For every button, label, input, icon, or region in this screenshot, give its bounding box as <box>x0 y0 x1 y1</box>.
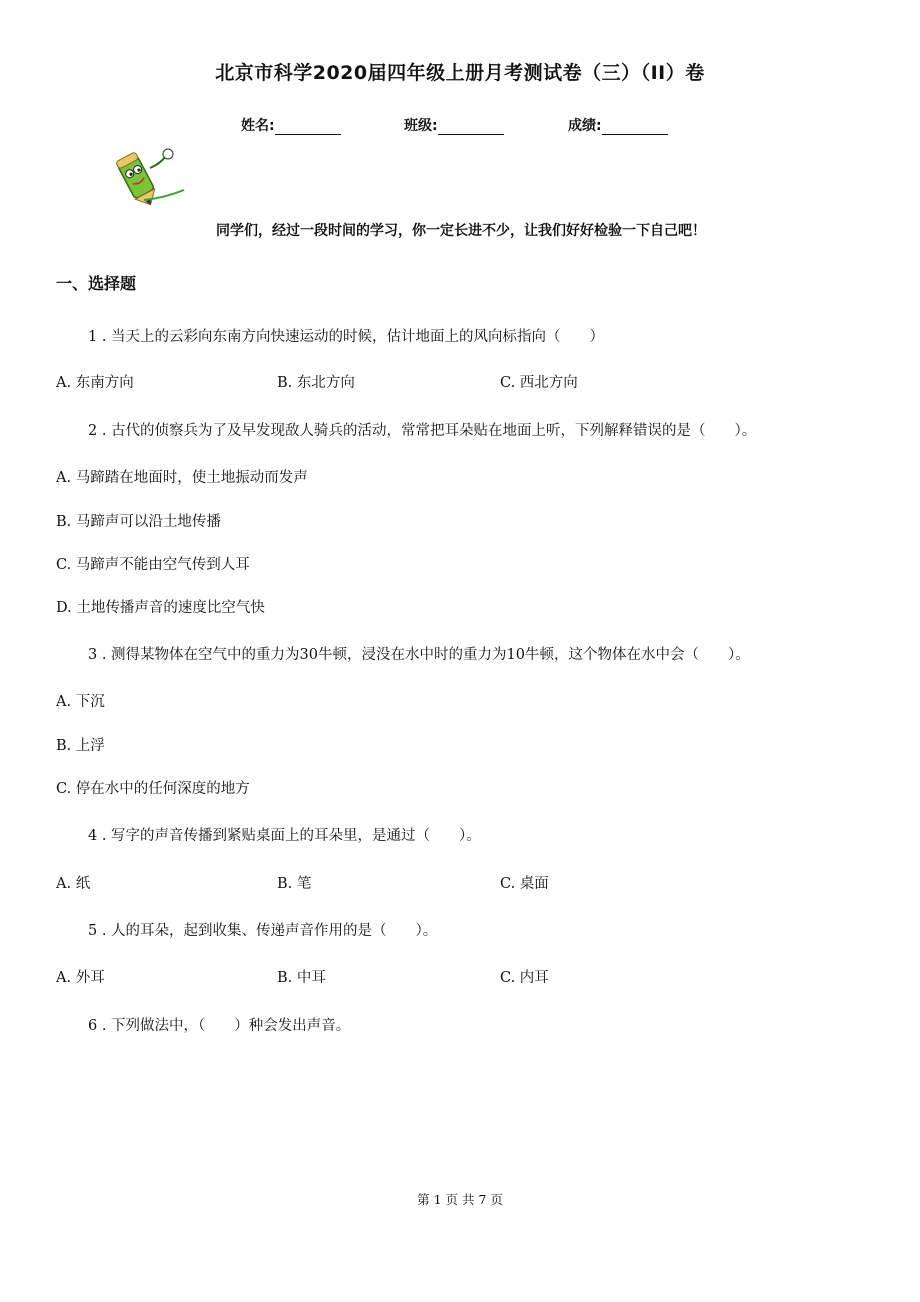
q1-option-c[interactable]: C. 西北方向 <box>500 375 578 391</box>
class-field <box>404 115 504 135</box>
q2-option-d[interactable]: D. 土地传播声音的速度比空气快 <box>56 600 265 616</box>
question-1: 1 . 当天上的云彩向东南方向快速运动的时候，估计地面上的风向标指向（ ） <box>88 329 605 345</box>
q4-option-c[interactable]: C. 桌面 <box>500 876 549 892</box>
q4-option-b[interactable]: B. 笔 <box>277 876 312 892</box>
section-heading: 一、选择题 <box>56 274 137 293</box>
score-field <box>568 115 668 135</box>
question-3: 3 . 测得某物体在空气中的重力为30牛顿，浸没在水中时的重力为10牛顿，这个物体在水中会（ ）。 <box>88 647 750 663</box>
q5-option-b[interactable]: B. 中耳 <box>277 970 326 986</box>
name-field <box>241 115 341 135</box>
q3-option-b[interactable]: B. 上浮 <box>56 738 105 754</box>
name-blank[interactable] <box>275 118 341 135</box>
q1-option-b[interactable]: B. 东北方向 <box>277 375 355 391</box>
score-label: 成绩: <box>568 118 602 134</box>
q3-option-a[interactable]: A. 下沉 <box>56 694 105 710</box>
q4-option-a[interactable]: A. 纸 <box>56 876 91 892</box>
q2-option-b[interactable]: B. 马蹄声可以沿土地传播 <box>56 514 221 530</box>
question-4: 4 . 写字的声音传播到紧贴桌面上的耳朵里，是通过（ ）。 <box>88 828 481 844</box>
greeting-text: 同学们，经过一段时间的学习，你一定长进不少，让我们好好检验一下自己吧！ <box>216 223 706 239</box>
q1-option-a[interactable]: A. 东南方向 <box>56 375 134 391</box>
q5-option-a[interactable]: A. 外耳 <box>56 970 105 986</box>
q5-option-c[interactable]: C. 内耳 <box>500 970 549 986</box>
q3-option-c[interactable]: C. 停在水中的任何深度的地方 <box>56 781 250 797</box>
page-footer: 第 1 页 共 7 页 <box>417 1192 503 1207</box>
score-blank[interactable] <box>602 118 668 135</box>
q2-option-c[interactable]: C. 马蹄声不能由空气传到人耳 <box>56 557 250 573</box>
question-6: 6 . 下列做法中，（ ）种会发出声音。 <box>88 1018 351 1034</box>
exam-title: 北京市科学2020届四年级上册月考测试卷（三）（II）卷 <box>215 62 705 84</box>
pencil-mascot-icon <box>104 142 186 206</box>
name-label: 姓名: <box>241 118 275 134</box>
class-label: 班级: <box>404 118 438 134</box>
question-2: 2 . 古代的侦察兵为了及早发现敌人骑兵的活动，常常把耳朵贴在地面上听，下列解释错误的是（ ）。 <box>88 423 757 439</box>
student-info-row <box>0 115 920 137</box>
q2-option-a[interactable]: A. 马蹄踏在地面时，使土地振动而发声 <box>56 470 308 486</box>
class-blank[interactable] <box>438 118 504 135</box>
question-5: 5 . 人的耳朵，起到收集、传递声音作用的是（ ）。 <box>88 923 438 939</box>
